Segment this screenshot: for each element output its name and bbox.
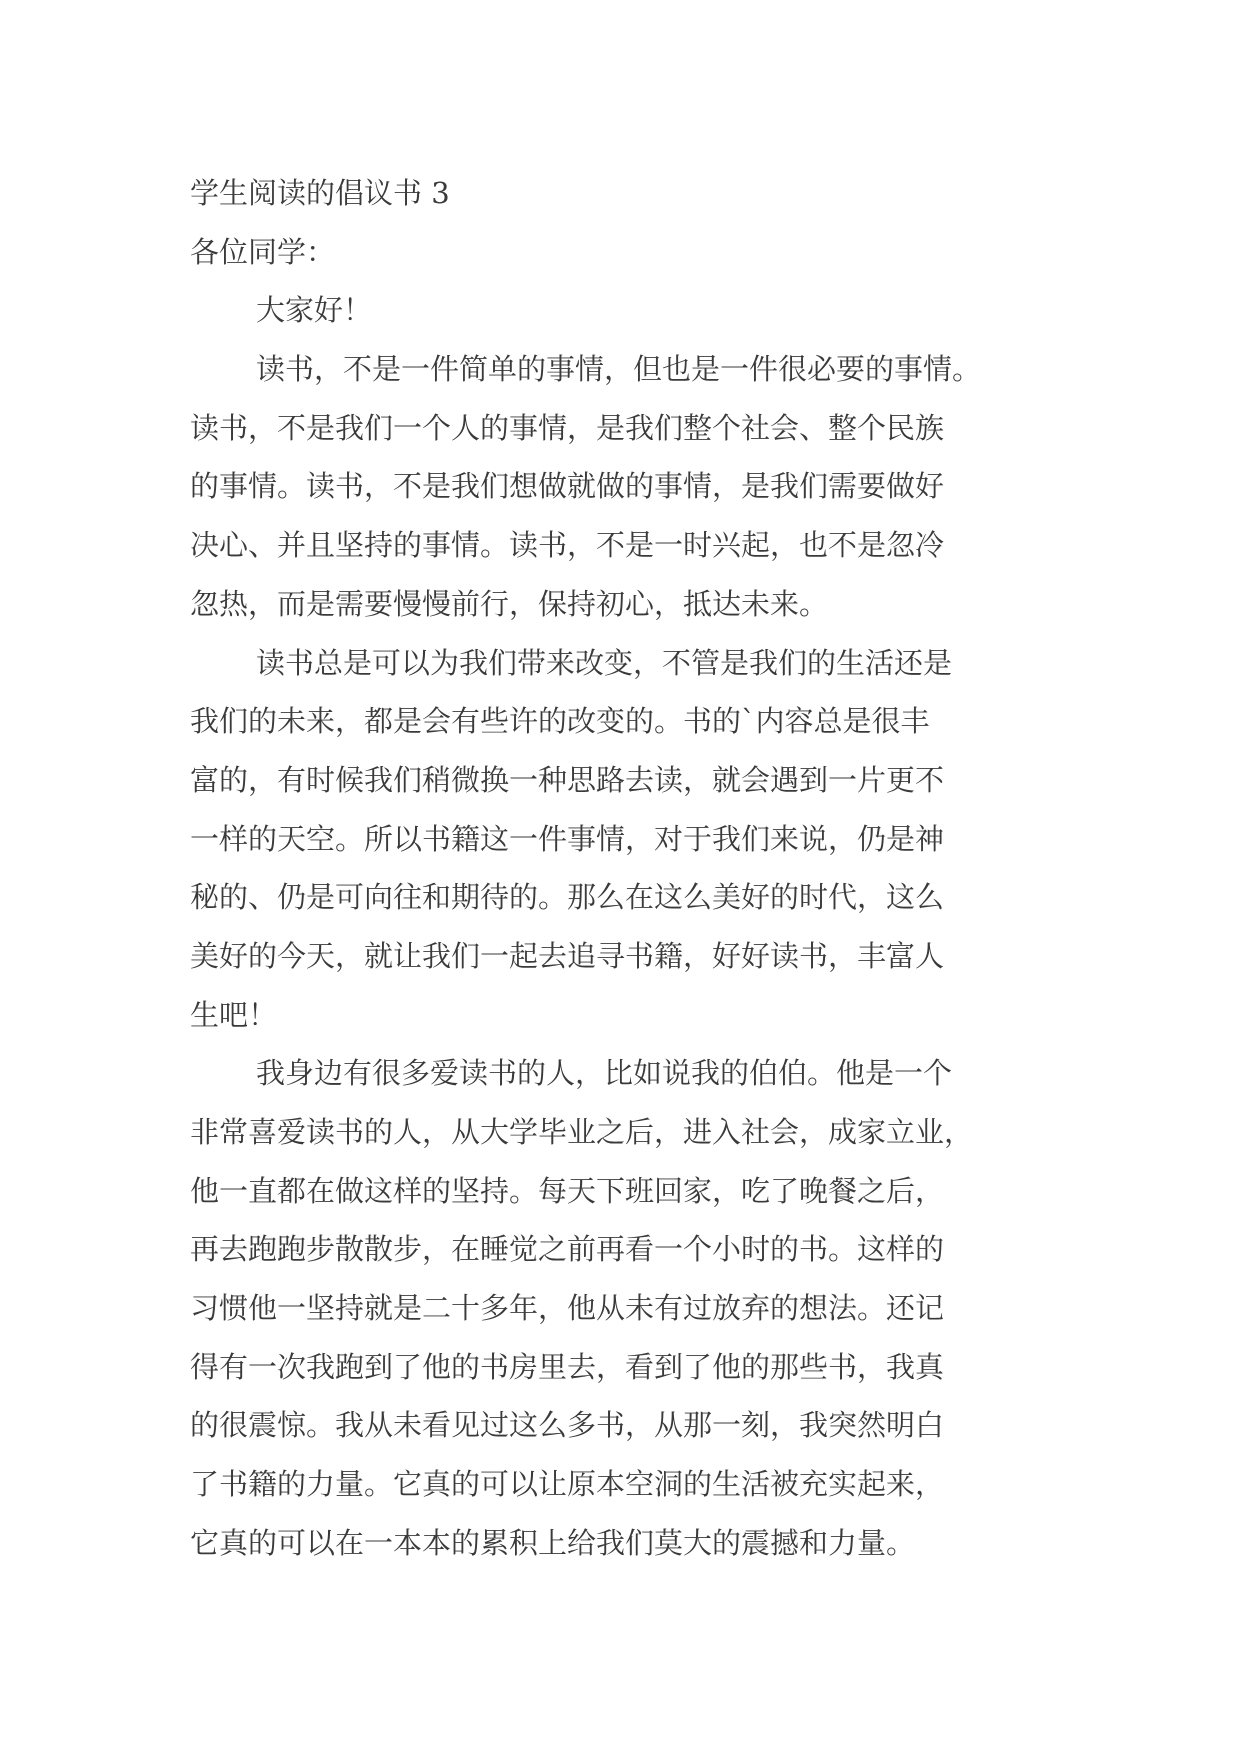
paragraph-3 (190, 1044, 1060, 1572)
paragraph-line: 习惯他一坚持就是二十多年，他从未有过放弃的想法。还记 (190, 1291, 945, 1326)
paragraph-line: 忽热，而是需要慢慢前行，保持初心，抵达未来。 (190, 586, 829, 621)
document-title: 学生阅读的倡议书 3 (190, 176, 450, 210)
salutation: 各位同学： (190, 234, 336, 269)
paragraph-line: 读书总是可以为我们带来改变，不管是我们的生活还是 (256, 645, 953, 680)
paragraph-line: 一样的天空。所以书籍这一件事情，对于我们来说，仍是神 (190, 821, 945, 856)
paragraph-line: 他一直都在做这样的坚持。每天下班回家，吃了晚餐之后， (190, 1173, 945, 1208)
paragraph-line: 美好的今天，就让我们一起去追寻书籍，好好读书，丰富人 (190, 938, 945, 973)
paragraph-line: 富的，有时候我们稍微换一种思路去读，就会遇到一片更不 (190, 762, 945, 797)
paragraph-line: 我们的未来，都是会有些许的改变的。书的`内容总是很丰 (190, 704, 930, 739)
paragraph-1 (190, 340, 1060, 633)
paragraph-line: 的事情。读书，不是我们想做就做的事情，是我们需要做好 (190, 469, 945, 504)
paragraph-line: 读书，不是我们一个人的事情，是我们整个社会、整个民族 (190, 410, 945, 445)
paragraph-line: 了书籍的力量。它真的可以让原本空洞的生活被充实起来， (190, 1467, 945, 1502)
paragraph-line: 再去跑跑步散散步，在睡觉之前再看一个小时的书。这样的 (190, 1232, 945, 1267)
paragraph-line: 非常喜爱读书的人，从大学毕业之后，进入社会，成家立业， (190, 1115, 974, 1149)
paragraph-line: 决心、并且坚持的事情。读书，不是一时兴起，也不是忽冷 (190, 528, 945, 563)
paragraph-line: 它真的可以在一本本的累积上给我们莫大的震撼和力量。 (190, 1525, 916, 1560)
document-body (190, 164, 1060, 1573)
paragraph-line: 生吧！ (190, 997, 278, 1032)
paragraph-line: 的很震惊。我从未看见过这么多书，从那一刻，我突然明白 (190, 1408, 945, 1443)
paragraph-line: 秘的、仍是可向往和期待的。那么在这么美好的时代，这么 (190, 880, 945, 915)
greeting: 大家好！ (256, 293, 373, 328)
paragraph-line: 我身边有很多爱读书的人，比如说我的伯伯。他是一个 (256, 1056, 953, 1091)
paragraph-2 (190, 634, 1060, 1045)
paragraph-line: 读书，不是一件简单的事情，但也是一件很必要的事情。 (256, 352, 982, 387)
paragraph-line: 得有一次我跑到了他的书房里去，看到了他的那些书，我真 (190, 1349, 945, 1384)
